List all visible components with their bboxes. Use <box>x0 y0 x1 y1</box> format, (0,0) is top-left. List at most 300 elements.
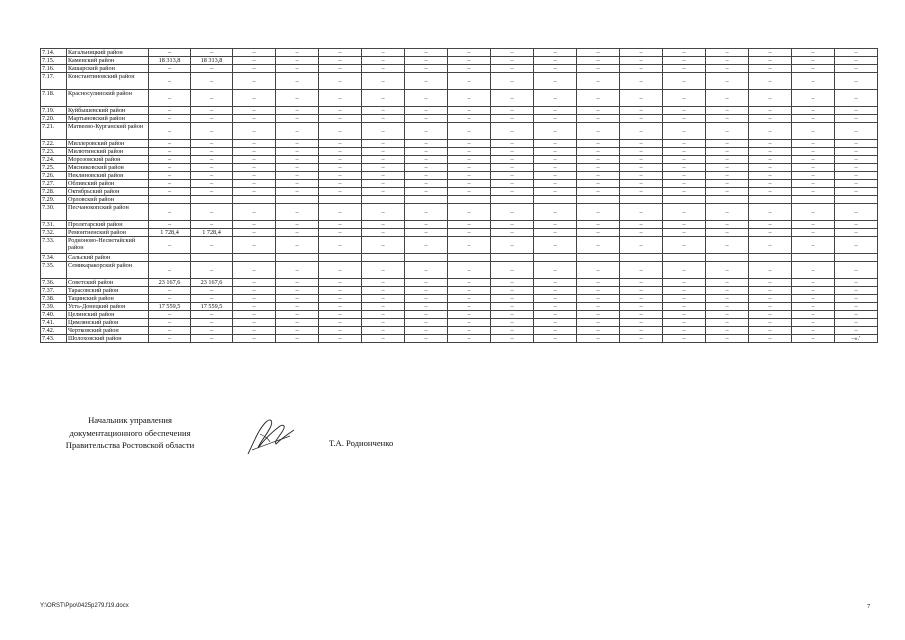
value-cell: – <box>835 188 878 196</box>
value-cell: – <box>233 319 276 327</box>
value-cell: – <box>706 90 749 107</box>
value-cell: – <box>149 287 191 295</box>
value-cell <box>319 196 362 204</box>
table-row <box>41 107 878 115</box>
value-cell: – <box>149 140 191 148</box>
value-cell: – <box>792 262 835 279</box>
value-cell: – <box>491 49 534 57</box>
value-cell: – <box>534 229 577 237</box>
value-cell: – <box>233 327 276 335</box>
value-cell: – <box>191 140 233 148</box>
value-cell: – <box>448 65 491 73</box>
value-cell: – <box>362 115 405 123</box>
value-cell: – <box>534 49 577 57</box>
value-cell: – <box>191 73 233 90</box>
value-cell: – <box>233 115 276 123</box>
value-cell: – <box>835 295 878 303</box>
value-cell: – <box>749 180 792 188</box>
value-cell <box>405 254 448 262</box>
value-cell <box>577 196 620 204</box>
value-cell: – <box>491 204 534 221</box>
value-cell: – <box>534 262 577 279</box>
value-cell: – <box>534 311 577 319</box>
value-cell: – <box>149 204 191 221</box>
value-cell: – <box>577 180 620 188</box>
value-cell: – <box>663 140 706 148</box>
value-cell: – <box>663 148 706 156</box>
value-cell: – <box>405 188 448 196</box>
value-cell: – <box>534 303 577 311</box>
value-cell: – <box>835 164 878 172</box>
value-cell: – <box>620 204 663 221</box>
value-cell: – <box>276 49 319 57</box>
value-cell: – <box>276 65 319 73</box>
value-cell: – <box>577 123 620 140</box>
table-row <box>41 262 878 279</box>
district-name-cell: Усть-Донецкий район <box>67 303 149 311</box>
row-number-cell: 7.31. <box>41 221 67 229</box>
value-cell: – <box>405 156 448 164</box>
value-cell: – <box>491 303 534 311</box>
district-name-cell: Целинский район <box>67 311 149 319</box>
value-cell: – <box>448 107 491 115</box>
value-cell: – <box>534 172 577 180</box>
value-cell: – <box>191 115 233 123</box>
value-cell: – <box>149 65 191 73</box>
signatory-position-line-2: документационного обеспечения <box>69 427 191 438</box>
value-cell: – <box>792 107 835 115</box>
value-cell: – <box>620 229 663 237</box>
value-cell: – <box>706 188 749 196</box>
value-cell: – <box>149 311 191 319</box>
value-cell: – <box>835 123 878 140</box>
value-cell: 23 167,6 <box>191 279 233 287</box>
value-cell <box>749 196 792 204</box>
funding-table <box>40 48 878 343</box>
value-cell: – <box>233 57 276 65</box>
value-cell: – <box>149 164 191 172</box>
table-row <box>41 115 878 123</box>
value-cell: – <box>534 335 577 343</box>
value-cell <box>835 254 878 262</box>
value-cell: – <box>149 49 191 57</box>
value-cell: – <box>491 229 534 237</box>
value-cell: – <box>577 221 620 229</box>
value-cell: – <box>749 156 792 164</box>
value-cell: – <box>706 221 749 229</box>
value-cell: – <box>491 90 534 107</box>
value-cell: – <box>233 221 276 229</box>
value-cell: – <box>577 49 620 57</box>
value-cell: – <box>276 327 319 335</box>
value-cell: – <box>448 123 491 140</box>
table-row <box>41 156 878 164</box>
row-number-cell: 7.25. <box>41 164 67 172</box>
value-cell: – <box>276 319 319 327</box>
value-cell: – <box>577 115 620 123</box>
value-cell <box>491 254 534 262</box>
district-name-cell: Красносулинский район <box>67 90 149 107</box>
value-cell: – <box>448 57 491 65</box>
value-cell: – <box>319 156 362 164</box>
value-cell: – <box>362 295 405 303</box>
value-cell: – <box>276 303 319 311</box>
table-row <box>41 57 878 65</box>
value-cell: – <box>362 73 405 90</box>
table-row <box>41 221 878 229</box>
district-name-cell: Куйбышевский район <box>67 107 149 115</box>
signatory-name: Т.А. Родионченко <box>329 438 394 448</box>
value-cell: – <box>362 57 405 65</box>
table-row <box>41 335 878 343</box>
value-cell: – <box>191 237 233 254</box>
value-cell: – <box>620 327 663 335</box>
value-cell: – <box>191 327 233 335</box>
value-cell <box>405 196 448 204</box>
value-cell: – <box>149 73 191 90</box>
value-cell: – <box>362 180 405 188</box>
value-cell: – <box>362 327 405 335</box>
table-row <box>41 279 878 287</box>
value-cell: – <box>276 188 319 196</box>
value-cell: – <box>276 221 319 229</box>
value-cell: – <box>706 335 749 343</box>
value-cell: – <box>835 319 878 327</box>
value-cell: – <box>319 188 362 196</box>
value-cell: – <box>663 107 706 115</box>
value-cell: – <box>835 311 878 319</box>
value-cell: – <box>792 327 835 335</box>
value-cell: – <box>577 262 620 279</box>
value-cell: – <box>233 311 276 319</box>
district-name-cell: Советский район <box>67 279 149 287</box>
value-cell: – <box>191 65 233 73</box>
value-cell: 17 559,5 <box>191 303 233 311</box>
value-cell: – <box>749 115 792 123</box>
value-cell: – <box>276 311 319 319</box>
value-cell: – <box>276 262 319 279</box>
value-cell: – <box>706 49 749 57</box>
value-cell: – <box>663 287 706 295</box>
value-cell: – <box>835 73 878 90</box>
value-cell: – <box>362 303 405 311</box>
value-cell: – <box>191 335 233 343</box>
value-cell: – <box>577 311 620 319</box>
value-cell: – <box>405 148 448 156</box>
value-cell: – <box>620 335 663 343</box>
value-cell: – <box>191 287 233 295</box>
row-number-cell: 7.35. <box>41 262 67 279</box>
value-cell: – <box>620 279 663 287</box>
value-cell: – <box>706 172 749 180</box>
value-cell: – <box>620 311 663 319</box>
value-cell <box>276 196 319 204</box>
value-cell: – <box>663 327 706 335</box>
value-cell: – <box>233 180 276 188</box>
value-cell: – <box>491 123 534 140</box>
value-cell: – <box>276 140 319 148</box>
table-row <box>41 311 878 319</box>
value-cell: – <box>792 148 835 156</box>
value-cell: – <box>534 295 577 303</box>
value-cell: – <box>663 303 706 311</box>
row-number-cell: 7.34. <box>41 254 67 262</box>
value-cell: – <box>620 140 663 148</box>
table-row <box>41 188 878 196</box>
value-cell: – <box>835 262 878 279</box>
value-cell: – <box>319 303 362 311</box>
value-cell: – <box>362 221 405 229</box>
row-number-cell: 7.26. <box>41 172 67 180</box>
value-cell: – <box>534 148 577 156</box>
value-cell: – <box>448 229 491 237</box>
value-cell: – <box>233 123 276 140</box>
value-cell: – <box>663 172 706 180</box>
value-cell: – <box>448 335 491 343</box>
value-cell: – <box>491 180 534 188</box>
value-cell <box>792 254 835 262</box>
value-cell: – <box>276 229 319 237</box>
value-cell: – <box>276 279 319 287</box>
value-cell: – <box>792 311 835 319</box>
value-cell: – <box>491 73 534 90</box>
value-cell: – <box>191 90 233 107</box>
value-cell: – <box>792 188 835 196</box>
value-cell: – <box>534 279 577 287</box>
district-name-cell: Тацинский район <box>67 295 149 303</box>
value-cell: – <box>706 65 749 73</box>
value-cell: – <box>792 180 835 188</box>
value-cell: – <box>405 73 448 90</box>
value-cell: – <box>191 188 233 196</box>
district-name-cell: Цимлянский район <box>67 319 149 327</box>
row-number-cell: 7.27. <box>41 180 67 188</box>
value-cell: – <box>191 172 233 180</box>
value-cell: – <box>191 148 233 156</box>
value-cell: – <box>749 319 792 327</box>
value-cell: – <box>233 156 276 164</box>
value-cell: – <box>405 90 448 107</box>
value-cell: – <box>319 262 362 279</box>
value-cell: – <box>405 107 448 115</box>
table-row <box>41 196 878 204</box>
table-row <box>41 237 878 254</box>
value-cell: – <box>663 49 706 57</box>
value-cell <box>191 254 233 262</box>
value-cell: – <box>835 148 878 156</box>
value-cell: 17 559,5 <box>149 303 191 311</box>
value-cell: – <box>835 180 878 188</box>
value-cell: 18 313,8 <box>191 57 233 65</box>
value-cell: – <box>577 156 620 164</box>
value-cell: – <box>448 327 491 335</box>
value-cell: – <box>448 303 491 311</box>
table-row <box>41 90 878 107</box>
value-cell: – <box>706 107 749 115</box>
value-cell: – <box>319 237 362 254</box>
value-cell: – <box>706 229 749 237</box>
value-cell: – <box>491 319 534 327</box>
row-number-cell: 7.39. <box>41 303 67 311</box>
value-cell: – <box>706 180 749 188</box>
value-cell: – <box>706 115 749 123</box>
value-cell: – <box>534 221 577 229</box>
value-cell: – <box>491 262 534 279</box>
value-cell: – <box>149 156 191 164</box>
value-cell: – <box>749 148 792 156</box>
value-cell: – <box>319 327 362 335</box>
value-cell <box>362 196 405 204</box>
value-cell: – <box>405 65 448 73</box>
value-cell: – <box>191 49 233 57</box>
value-cell: – <box>792 164 835 172</box>
value-cell <box>319 254 362 262</box>
value-cell: – <box>362 237 405 254</box>
value-cell: – <box>233 172 276 180</box>
value-cell: – <box>491 57 534 65</box>
value-cell: – <box>534 188 577 196</box>
value-cell: – <box>448 237 491 254</box>
value-cell: – <box>149 295 191 303</box>
value-cell: – <box>448 287 491 295</box>
value-cell: – <box>749 221 792 229</box>
value-cell: – <box>491 156 534 164</box>
value-cell: – <box>491 148 534 156</box>
value-cell <box>448 196 491 204</box>
value-cell: – <box>620 180 663 188</box>
value-cell: – <box>448 156 491 164</box>
value-cell: – <box>362 49 405 57</box>
value-cell: – <box>577 140 620 148</box>
value-cell: – <box>792 73 835 90</box>
value-cell: – <box>792 140 835 148</box>
value-cell: – <box>276 287 319 295</box>
value-cell: – <box>448 140 491 148</box>
value-cell: – <box>706 311 749 319</box>
value-cell: – <box>792 156 835 164</box>
value-cell: – <box>405 262 448 279</box>
value-cell: – <box>191 295 233 303</box>
row-number-cell: 7.28. <box>41 188 67 196</box>
value-cell: – <box>663 237 706 254</box>
value-cell: – <box>835 107 878 115</box>
value-cell: – <box>191 204 233 221</box>
district-name-cell: Милютинский район <box>67 148 149 156</box>
row-number-cell: 7.32. <box>41 229 67 237</box>
value-cell: – <box>276 123 319 140</box>
value-cell: – <box>233 164 276 172</box>
value-cell: – <box>663 90 706 107</box>
value-cell: – <box>749 262 792 279</box>
value-cell: – <box>276 57 319 65</box>
table-row <box>41 172 878 180</box>
value-cell: – <box>362 164 405 172</box>
value-cell: – <box>534 73 577 90</box>
value-cell: – <box>534 65 577 73</box>
value-cell: – <box>319 90 362 107</box>
value-cell: – <box>663 335 706 343</box>
value-cell: – <box>362 140 405 148</box>
value-cell: – <box>191 221 233 229</box>
table-row <box>41 204 878 221</box>
value-cell: – <box>577 164 620 172</box>
value-cell: – <box>620 57 663 65</box>
value-cell: – <box>191 107 233 115</box>
value-cell: – <box>233 279 276 287</box>
value-cell: – <box>792 295 835 303</box>
value-cell: – <box>577 148 620 156</box>
value-cell: – <box>620 65 663 73</box>
value-cell: – <box>792 279 835 287</box>
value-cell: – <box>191 319 233 327</box>
value-cell: – <box>835 237 878 254</box>
value-cell <box>577 254 620 262</box>
value-cell: – <box>663 295 706 303</box>
value-cell: – <box>276 148 319 156</box>
value-cell: – <box>534 140 577 148</box>
value-cell: – <box>620 319 663 327</box>
district-name-cell: Шолоховский район <box>67 335 149 343</box>
table-row <box>41 254 878 262</box>
value-cell: – <box>620 172 663 180</box>
value-cell: – <box>706 57 749 65</box>
value-cell: – <box>448 279 491 287</box>
value-cell: – <box>319 65 362 73</box>
table-row <box>41 164 878 172</box>
district-name-cell: Тарасовский район <box>67 287 149 295</box>
value-cell: – <box>792 115 835 123</box>
value-cell: – <box>835 287 878 295</box>
value-cell: – <box>663 319 706 327</box>
table-row <box>41 327 878 335</box>
value-cell <box>706 196 749 204</box>
value-cell: – <box>233 148 276 156</box>
value-cell <box>191 196 233 204</box>
value-cell: – <box>233 303 276 311</box>
district-name-cell: Матвеево-Курганский район <box>67 123 149 140</box>
value-cell: – <box>319 49 362 57</box>
row-number-cell: 7.22. <box>41 140 67 148</box>
row-number-cell: 7.23. <box>41 148 67 156</box>
value-cell: – <box>491 279 534 287</box>
value-cell: – <box>319 57 362 65</box>
value-cell: – <box>448 164 491 172</box>
value-cell: – <box>362 90 405 107</box>
value-cell: – <box>792 319 835 327</box>
value-cell: – <box>749 303 792 311</box>
value-cell: – <box>405 115 448 123</box>
value-cell: – <box>491 140 534 148</box>
row-number-cell: 7.30. <box>41 204 67 221</box>
row-number-cell: 7.37. <box>41 287 67 295</box>
value-cell: – <box>149 221 191 229</box>
value-cell: – <box>233 229 276 237</box>
value-cell: – <box>191 164 233 172</box>
value-cell: – <box>319 311 362 319</box>
value-cell: – <box>448 204 491 221</box>
value-cell: – <box>491 287 534 295</box>
value-cell: – <box>534 319 577 327</box>
value-cell: – <box>663 123 706 140</box>
value-cell: – <box>362 287 405 295</box>
value-cell: – <box>792 49 835 57</box>
value-cell: – <box>577 204 620 221</box>
value-cell: – <box>319 172 362 180</box>
row-number-cell: 7.14. <box>41 49 67 57</box>
value-cell: – <box>534 287 577 295</box>
value-cell: – <box>792 229 835 237</box>
value-cell: – <box>620 221 663 229</box>
